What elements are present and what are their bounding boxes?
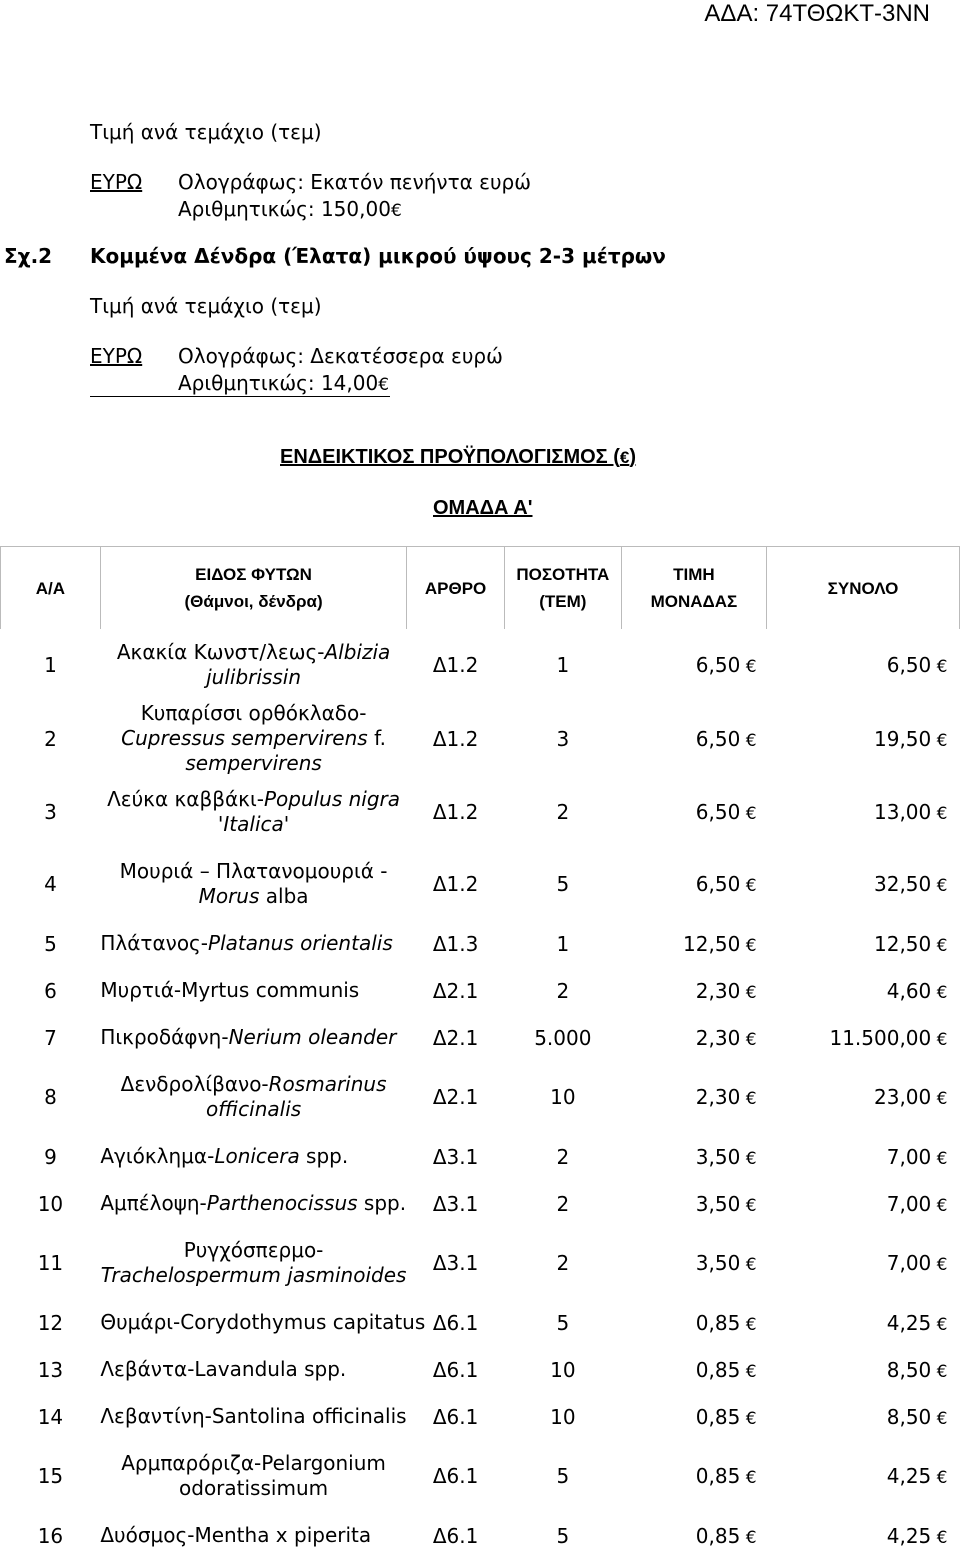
unit-price: 6,50 € xyxy=(695,653,757,677)
plant-name: Κυπαρίσσι ορθόκλαδο-Cupressus sempervirens f. sempervirens xyxy=(121,701,387,775)
table-row xyxy=(1,1227,960,1299)
table-row xyxy=(1,776,960,848)
budget-table xyxy=(0,546,960,1559)
article-code: Δ6.1 xyxy=(432,1523,479,1548)
plant-name: Αμπέλοψη-Parthenocissus spp. xyxy=(100,1191,407,1215)
quantity: 10 xyxy=(550,1357,576,1382)
unit-price: 3,50 € xyxy=(695,1191,757,1216)
unit-price: 3,50 € xyxy=(695,1251,757,1275)
row-number: 14 xyxy=(37,1404,64,1429)
item2-code: Σχ.2 xyxy=(4,244,53,268)
unit-price: 2,30 € xyxy=(695,1025,757,1050)
item2-currency: ΕΥΡΩ xyxy=(90,344,143,368)
line-total: 13,00 € xyxy=(874,800,948,824)
table-row xyxy=(1,1393,960,1440)
table-row xyxy=(1,1180,960,1227)
quantity: 2 xyxy=(556,800,570,824)
article-code: Δ1.3 xyxy=(432,931,479,956)
unit-price: 2,30 € xyxy=(695,1085,757,1109)
article-code: Δ3.1 xyxy=(432,1251,479,1275)
unit-price: 6,50 € xyxy=(695,726,757,751)
quantity: 5 xyxy=(556,1464,570,1488)
plant-name: Λεβάντα-Lavandula spp. xyxy=(100,1357,347,1381)
unit-price: 6,50 € xyxy=(695,872,757,896)
row-number: 8 xyxy=(44,1085,57,1109)
table-row xyxy=(1,1440,960,1512)
row-number: 10 xyxy=(37,1191,64,1216)
line-total: 12,50 € xyxy=(874,931,948,956)
plant-name: Ρυγχόσπερμο-Trachelospermum jasminoides xyxy=(100,1238,407,1287)
item1-currency: ΕΥΡΩ xyxy=(90,170,143,194)
quantity: 10 xyxy=(550,1085,576,1109)
article-code: Δ1.2 xyxy=(432,726,479,751)
row-number: 1 xyxy=(44,653,57,677)
plant-name: Ακακία Κωνστ/λεως-Albizia julibrissin xyxy=(116,640,391,689)
row-number: 4 xyxy=(44,872,57,896)
item2-price-in-numbers: Αριθμητικώς: 14,00€ xyxy=(178,371,390,395)
row-number: 9 xyxy=(44,1144,57,1169)
line-total: 4,25 € xyxy=(886,1310,948,1335)
col-article-header: ΑΡΘΡΟ xyxy=(407,547,505,630)
document-reference: ΑΔΑ: 74ΤΘΩΚΤ-3ΝΝ xyxy=(704,0,930,27)
item1-price-unit-label: Τιμή ανά τεμάχιο (τεμ) xyxy=(90,120,322,144)
line-total: 23,00 € xyxy=(874,1085,948,1109)
quantity: 5 xyxy=(556,1523,570,1548)
plant-name: Μυρτιά-Myrtus communis xyxy=(100,978,360,1002)
quantity: 2 xyxy=(556,1251,570,1275)
unit-price: 0,85 € xyxy=(695,1310,757,1335)
quantity: 1 xyxy=(556,653,570,677)
item2-divider xyxy=(90,396,390,397)
table-row xyxy=(1,920,960,967)
row-number: 3 xyxy=(44,800,57,824)
item2-price-unit-label: Τιμή ανά τεμάχιο (τεμ) xyxy=(90,294,322,318)
unit-price: 6,50 € xyxy=(695,800,757,824)
line-total: 11.500,00 € xyxy=(829,1025,948,1050)
budget-title: ΕΝΔΕΙΚΤΙΚΟΣ ΠΡΟΫΠΟΛΟΓΙΣΜΟΣ (€) xyxy=(280,446,637,468)
item2-price-in-words: Ολογράφως: Δεκατέσσερα ευρώ xyxy=(178,344,503,368)
line-total: 4,60 € xyxy=(886,978,948,1003)
quantity: 1 xyxy=(556,931,570,956)
unit-price: 12,50 € xyxy=(683,931,757,956)
col-aa-header: Α/Α xyxy=(1,547,101,630)
unit-price: 0,85 € xyxy=(695,1523,757,1548)
table-header-row xyxy=(1,547,960,630)
plant-name: Δενδρολίβανο-Rosmarinus officinalis xyxy=(120,1072,387,1121)
table-row xyxy=(1,1346,960,1393)
table-row xyxy=(1,1014,960,1061)
plant-name: Αρμπαρόριζα-Pelargonium odoratissimum xyxy=(121,1451,386,1500)
plant-name: Αγιόκλημα-Lonicera spp. xyxy=(100,1144,349,1168)
unit-price: 3,50 € xyxy=(695,1144,757,1169)
table-row xyxy=(1,1299,960,1346)
table-row xyxy=(1,1133,960,1180)
plant-name: Μουριά – Πλατανομουριά -Morus alba xyxy=(119,859,388,908)
line-total: 32,50 € xyxy=(874,872,948,896)
article-code: Δ1.2 xyxy=(432,800,479,824)
article-code: Δ6.1 xyxy=(432,1310,479,1335)
row-number: 5 xyxy=(44,931,57,956)
quantity: 5 xyxy=(556,872,570,896)
article-code: Δ6.1 xyxy=(432,1404,479,1429)
table-row xyxy=(1,701,960,776)
article-code: Δ6.1 xyxy=(432,1464,479,1488)
quantity: 2 xyxy=(556,1191,570,1216)
item1-price-in-numbers: Αριθμητικώς: 150,00€ xyxy=(178,197,402,221)
row-number: 2 xyxy=(44,726,57,751)
table-row xyxy=(1,629,960,701)
plant-name: Δυόσμος-Mentha x piperita xyxy=(100,1523,372,1547)
line-total: 7,00 € xyxy=(886,1191,948,1216)
line-total: 8,50 € xyxy=(886,1357,948,1382)
col-qty-header: ΠΟΣΟΤΗΤΑ (ΤΕΜ) xyxy=(504,547,621,630)
article-code: Δ6.1 xyxy=(432,1357,479,1382)
col-total-header: ΣΥΝΟΛΟ xyxy=(767,547,960,630)
line-total: 4,25 € xyxy=(886,1523,948,1548)
plant-name: Πικροδάφνη-Nerium oleander xyxy=(100,1025,397,1049)
article-code: Δ2.1 xyxy=(432,1025,479,1050)
table-row xyxy=(1,1512,960,1559)
quantity: 10 xyxy=(550,1404,576,1429)
plant-name: Λεύκα καββάκι-Populus nigra 'Italica' xyxy=(107,787,401,836)
row-number: 13 xyxy=(37,1357,64,1382)
article-code: Δ2.1 xyxy=(432,978,479,1003)
article-code: Δ3.1 xyxy=(432,1144,479,1169)
article-code: Δ1.2 xyxy=(432,872,479,896)
line-total: 8,50 € xyxy=(886,1404,948,1429)
row-number: 7 xyxy=(44,1025,57,1050)
article-code: Δ1.2 xyxy=(432,653,479,677)
unit-price: 0,85 € xyxy=(695,1357,757,1382)
table-row xyxy=(1,1061,960,1133)
group-title: ΟΜΑΔΑ Α' xyxy=(433,497,533,519)
row-number: 11 xyxy=(37,1251,64,1275)
unit-price: 0,85 € xyxy=(695,1464,757,1488)
quantity: 5 xyxy=(556,1310,570,1335)
item1-price-in-words: Ολογράφως: Εκατόν πενήντα ευρώ xyxy=(178,170,531,194)
line-total: 7,00 € xyxy=(886,1144,948,1169)
line-total: 4,25 € xyxy=(886,1464,948,1488)
col-price-header: ΤΙΜΗ ΜΟΝΑΔΑΣ xyxy=(621,547,766,630)
article-code: Δ3.1 xyxy=(432,1191,479,1216)
quantity: 3 xyxy=(556,726,570,751)
row-number: 12 xyxy=(37,1310,64,1335)
row-number: 6 xyxy=(44,978,57,1003)
row-number: 15 xyxy=(37,1464,64,1488)
quantity: 2 xyxy=(556,978,570,1003)
line-total: 7,00 € xyxy=(886,1251,948,1275)
row-number: 16 xyxy=(37,1523,64,1548)
line-total: 19,50 € xyxy=(874,726,948,751)
plant-name: Λεβαντίνη-Santolina officinalis xyxy=(100,1404,407,1428)
col-kind-header: ΕΙΔΟΣ ΦΥΤΩΝ (Θάμνοι, δένδρα) xyxy=(100,547,406,630)
table-row xyxy=(1,967,960,1014)
unit-price: 2,30 € xyxy=(695,978,757,1003)
quantity: 5.000 xyxy=(534,1025,592,1050)
plant-name: Θυμάρι-Corydothymus capitatus xyxy=(100,1310,426,1334)
article-code: Δ2.1 xyxy=(432,1085,479,1109)
item2-title: Κομμένα Δένδρα (Έλατα) μικρού ύψους 2-3 μέτρων xyxy=(90,244,666,268)
line-total: 6,50 € xyxy=(886,653,948,677)
quantity: 2 xyxy=(556,1144,570,1169)
unit-price: 0,85 € xyxy=(695,1404,757,1429)
table-row xyxy=(1,848,960,920)
plant-name: Πλάτανος-Platanus orientalis xyxy=(100,931,393,955)
